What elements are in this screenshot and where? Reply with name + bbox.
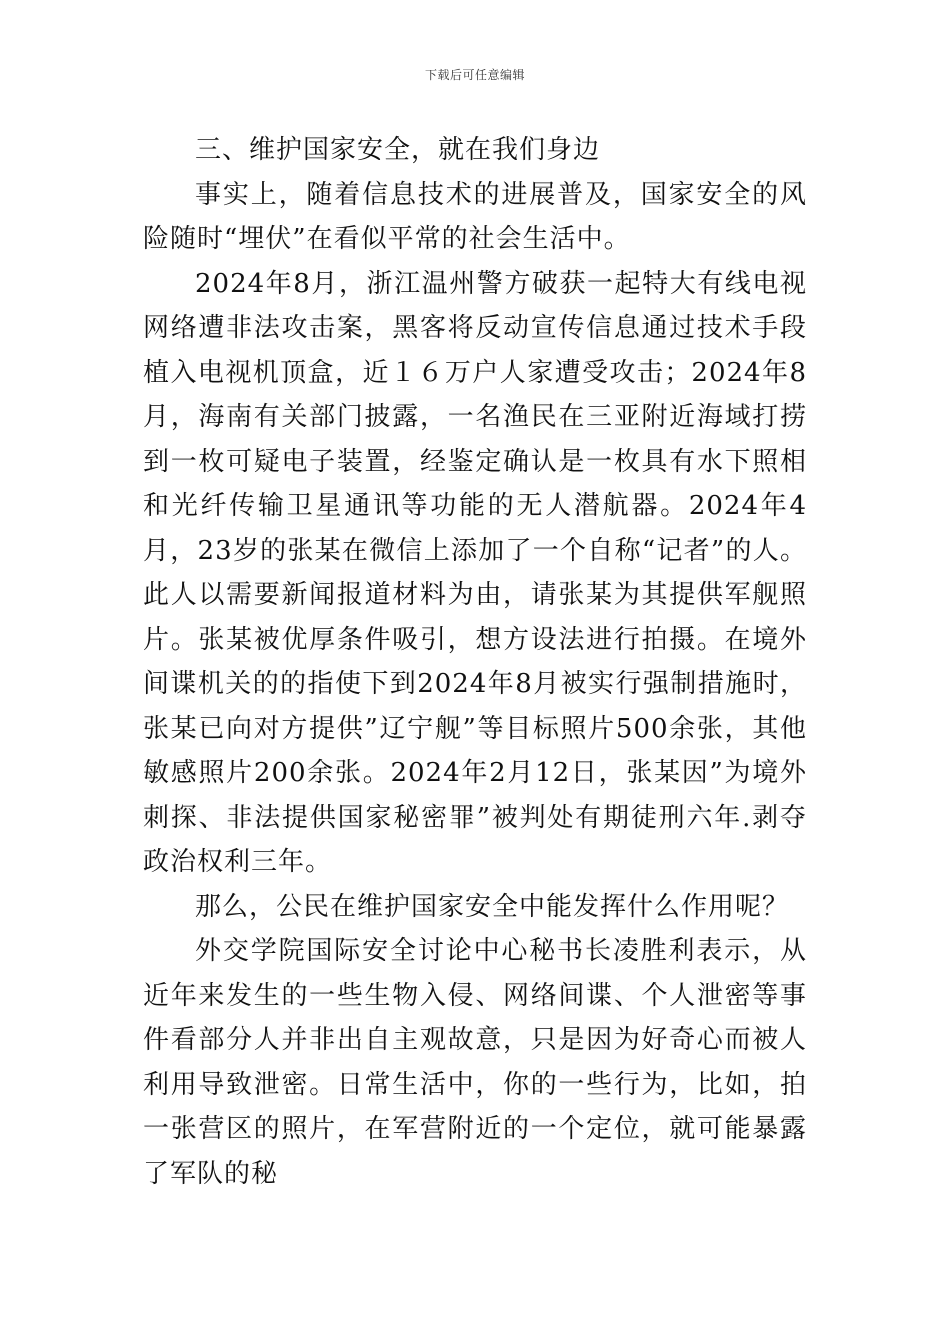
section-heading: 三、维护国家安全，就在我们身边 (195, 135, 601, 165)
paragraph-expert: 外交学院国际安全讨论中心秘书长凌胜利表示，从近年来发生的一些生物入侵、网络间谍、个人泄密等事件看部分人并非出自主观故意，只是因为好奇心而被人利用导致泄密。日常生活中，你的一些行为，比如，拍一张营区的照片，在军营附近的一个定位，就可能暴露了军队的秘 (143, 936, 807, 1189)
page-header-note: 下载后可任意编辑 (424, 68, 525, 82)
paragraph-cases: 2024年8月，浙江温州警方破获一起特大有线电视网络遭非法攻击案，黑客将反动宣传信息通过技术手段植入电视机顶盒，近１６万户人家遭受攻击；2024年8月，海南有关部门披露，一名渔民在三亚附近海域打捞到一枚可疑电子装置，经鉴定确认是一枚具有水下照相和光纤传输卫星通讯等功能的无人潜航器。2024年4月，23岁的张某在微信上添加了一个自称“记者”的人。此人以需要新闻报道材料为由，请张某为其提供军舰照片。张某被优厚条件吸引，想方设法进行拍摄。在境外间谍机关的的指使下到2024年8月被实行强制措施时，张某已向对方提供”辽宁舰”等目标照片500余张，其他敏感照片200余张。2024年2月12日，张某因”为境外刺探、非法提供国家秘密罪”被判处有期徒刑六年.剥夺政治权利三年。 (143, 268, 807, 877)
paragraph-question: 那么，公民在维护国家安全中能发挥什么作用呢？ (195, 891, 790, 922)
document-body (143, 128, 807, 1196)
paragraph-intro: 事实上，随着信息技术的进展普及，国家安全的风险随时“埋伏”在看似平常的社会生活中。 (143, 179, 807, 254)
